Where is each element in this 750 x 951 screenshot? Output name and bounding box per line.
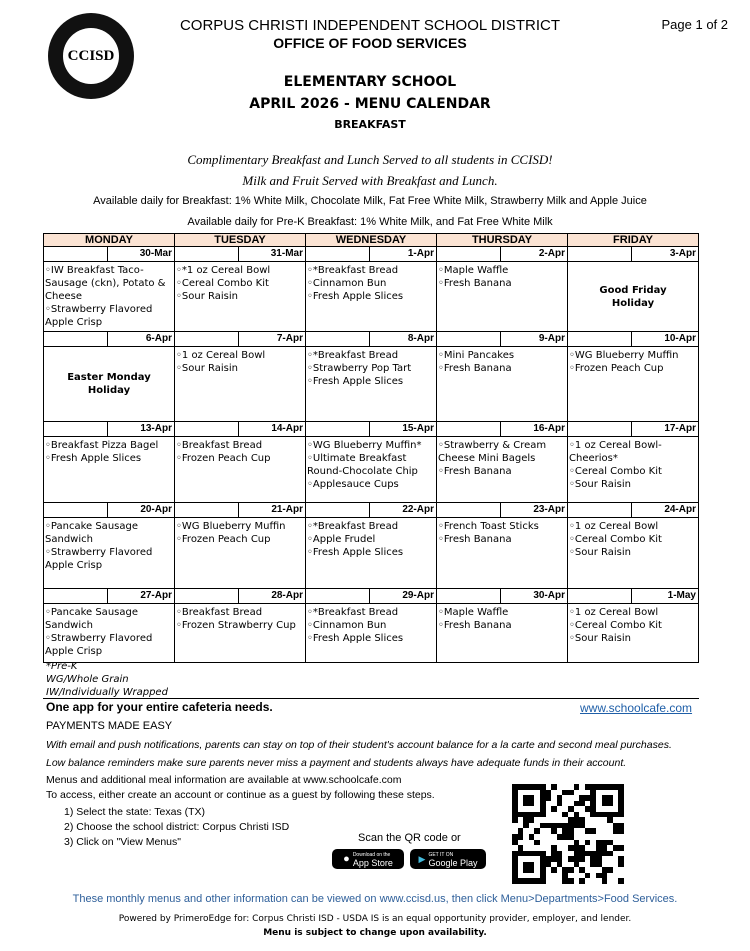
qr-module xyxy=(618,878,624,884)
menu-item: ◦Maple Waffle xyxy=(438,265,509,276)
menu-item: ◦Maple Waffle xyxy=(438,607,509,618)
menu-item: ◦Strawberry Flavored Apple Crisp xyxy=(45,304,153,328)
menu-item: ◦Cereal Combo Kit xyxy=(569,534,662,545)
day-header: TUESDAY xyxy=(175,234,306,247)
menu-item: ◦Cereal Combo Kit xyxy=(569,620,662,631)
note-wg: WG/Whole Grain xyxy=(46,674,129,685)
menu-item: ◦Fresh Apple Slices xyxy=(45,453,142,464)
google-play-small-label: GET IT ON xyxy=(428,852,454,858)
page-number: Page 1 of 2 xyxy=(661,17,728,32)
day-header-row xyxy=(44,234,699,247)
date-cell xyxy=(306,422,437,437)
date-label: 21-Apr xyxy=(238,503,305,517)
menu-item: ◦Cereal Combo Kit xyxy=(569,466,662,477)
date-label: 28-Apr xyxy=(238,589,305,603)
date-label: 30-Apr xyxy=(500,589,567,603)
payments-para-1: With email and push notifications, parents can stay on top of their student's account balance for a la carte and second meal purchases. xyxy=(46,739,672,751)
date-label: 24-Apr xyxy=(631,503,698,517)
menu-item: ◦Frozen Strawberry Cup xyxy=(176,620,296,631)
menu-item: ◦Fresh Apple Slices xyxy=(307,376,404,387)
note-iw: IW/Individually Wrapped xyxy=(46,687,168,698)
date-cell xyxy=(44,503,175,518)
date-cell xyxy=(175,247,306,262)
menu-item: ◦Apple Frudel xyxy=(307,534,376,545)
app-store-small-label: Download on the xyxy=(352,852,391,858)
menu-item: ◦Sour Raisin xyxy=(569,479,631,490)
date-cell xyxy=(306,589,437,604)
menu-item: ◦Sour Raisin xyxy=(569,633,631,644)
menu-item: ◦Fresh Banana xyxy=(438,466,512,477)
menu-item: ◦Sour Raisin xyxy=(569,547,631,558)
menu-cell xyxy=(568,347,699,422)
date-label: 7-Apr xyxy=(238,332,305,346)
note-prek: *Pre-K xyxy=(46,661,78,672)
date-cell xyxy=(568,589,699,604)
date-label: 20-Apr xyxy=(107,503,174,517)
date-label: 3-Apr xyxy=(631,247,698,261)
menu-item: ◦Pancake Sausage Sandwich xyxy=(45,521,138,545)
menu-cell xyxy=(175,437,306,503)
menu-cell xyxy=(44,347,175,422)
divider xyxy=(43,698,699,699)
menu-calendar xyxy=(43,233,699,663)
menu-row xyxy=(44,518,699,589)
menu-cell xyxy=(175,518,306,589)
menu-item: ◦Strawberry & Cream Cheese Mini Bagels xyxy=(438,440,547,464)
menu-item: ◦French Toast Sticks xyxy=(438,521,539,532)
menu-row xyxy=(44,604,699,663)
menu-item: ◦Breakfast Bread xyxy=(176,607,263,618)
app-store-button[interactable] xyxy=(332,849,404,869)
menu-cell xyxy=(437,347,568,422)
date-row xyxy=(44,247,699,262)
menus-line: Menus and additional meal information are available at www.schoolcafe.com xyxy=(46,774,402,786)
footer-info: These monthly menus and other information can be viewed on www.ccisd.us, then click Menu>Departments>Food Services. xyxy=(72,893,678,905)
date-row xyxy=(44,503,699,518)
date-label: 2-Apr xyxy=(500,247,567,261)
date-label: 1-May xyxy=(631,589,698,603)
menu-item: ◦1 oz Cereal Bowl-Cheerios* xyxy=(569,440,662,464)
date-cell xyxy=(437,503,568,518)
step-1: 1) Select the state: Texas (TX) xyxy=(64,806,206,818)
menu-cell xyxy=(568,262,699,332)
menu-item: ◦*Breakfast Bread xyxy=(307,350,399,361)
menu-item: ◦1 oz Cereal Bowl xyxy=(176,350,266,361)
menu-item: ◦Applesauce Cups xyxy=(307,479,399,490)
menu-item: ◦WG Blueberry Muffin xyxy=(176,521,286,532)
day-header: WEDNESDAY xyxy=(306,234,437,247)
date-cell xyxy=(568,247,699,262)
holiday-label: Easter Monday Holiday xyxy=(67,372,151,396)
menu-item: ◦Cinnamon Bun xyxy=(307,620,387,631)
day-header: THURSDAY xyxy=(437,234,568,247)
menu-cell xyxy=(437,604,568,663)
schoolcafe-link[interactable]: www.schoolcafe.com xyxy=(580,701,693,715)
menu-item: ◦Sour Raisin xyxy=(176,291,238,302)
menu-cell xyxy=(175,347,306,422)
google-play-button[interactable] xyxy=(410,849,486,869)
date-cell xyxy=(44,247,175,262)
menu-item: ◦Fresh Apple Slices xyxy=(307,633,404,644)
menu-item: ◦Mini Pancakes xyxy=(438,350,515,361)
date-label: 31-Mar xyxy=(238,247,305,261)
menu-item: ◦Pancake Sausage Sandwich xyxy=(45,607,138,631)
title-school: ELEMENTARY SCHOOL xyxy=(283,74,457,90)
menu-item: ◦WG Blueberry Muffin xyxy=(569,350,679,361)
google-play-label: Google Play xyxy=(428,858,478,868)
menu-item: ◦Strawberry Pop Tart xyxy=(307,363,412,374)
menu-cell xyxy=(306,262,437,332)
date-label: 27-Apr xyxy=(107,589,174,603)
holiday-label: Good Friday Holiday xyxy=(599,284,667,309)
menu-item: ◦IW Breakfast Taco-Sausage (ckn), Potato & Cheese xyxy=(45,265,166,302)
scan-text: Scan the QR code or xyxy=(358,832,461,844)
date-label: 23-Apr xyxy=(500,503,567,517)
date-cell xyxy=(437,589,568,604)
date-cell xyxy=(437,332,568,347)
date-cell xyxy=(44,589,175,604)
app-headline: One app for your entire cafeteria needs. xyxy=(46,700,273,714)
access-line: To access, either create an account or continue as a guest by following these steps. xyxy=(46,789,435,801)
menu-item: ◦Sour Raisin xyxy=(176,363,238,374)
menu-row xyxy=(44,347,699,422)
menu-cell xyxy=(306,347,437,422)
menu-cell xyxy=(437,437,568,503)
ccisd-logo xyxy=(48,13,134,99)
menu-cell xyxy=(44,262,175,332)
menu-item: ◦Breakfast Pizza Bagel xyxy=(45,440,159,451)
date-cell xyxy=(175,332,306,347)
apple-icon: ● xyxy=(343,853,350,865)
date-cell xyxy=(568,332,699,347)
available-prek: Available daily for Pre-K Breakfast: 1% White Milk, and Fat Free White Milk xyxy=(187,216,553,228)
menu-item: ◦Fresh Apple Slices xyxy=(307,291,404,302)
menu-item: ◦Cinnamon Bun xyxy=(307,278,387,289)
app-store-label: App Store xyxy=(352,858,393,868)
date-row xyxy=(44,589,699,604)
menu-item: ◦*Breakfast Bread xyxy=(307,607,399,618)
menu-item: ◦Ultimate Breakfast Round-Chocolate Chip xyxy=(307,453,418,477)
menu-item: ◦Breakfast Bread xyxy=(176,440,263,451)
menu-item: ◦Fresh Apple Slices xyxy=(307,547,404,558)
menu-item: ◦WG Blueberry Muffin* xyxy=(307,440,422,451)
title-meal: BREAKFAST xyxy=(334,118,406,131)
date-cell xyxy=(437,422,568,437)
date-label: 17-Apr xyxy=(631,422,698,436)
menu-item: ◦Frozen Peach Cup xyxy=(176,534,271,545)
date-label: 6-Apr xyxy=(107,332,174,346)
date-cell xyxy=(44,422,175,437)
date-cell xyxy=(306,332,437,347)
menu-item: ◦*1 oz Cereal Bowl xyxy=(176,265,271,276)
menu-item: ◦Fresh Banana xyxy=(438,620,512,631)
date-label: 1-Apr xyxy=(369,247,436,261)
menu-cell xyxy=(568,604,699,663)
payments-heading: PAYMENTS MADE EASY xyxy=(46,720,173,732)
menu-item: ◦Cereal Combo Kit xyxy=(176,278,269,289)
play-icon: ▶ xyxy=(418,853,426,864)
district-name: CORPUS CHRISTI INDEPENDENT SCHOOL DISTRICT xyxy=(179,17,561,34)
available-breakfast: Available daily for Breakfast: 1% White Milk, Chocolate Milk, Fat Free White Milk, Strawberry Milk and Apple Juice xyxy=(93,195,647,207)
footer-powered: Powered by PrimeroEdge for: Corpus Christi ISD - USDA IS is an equal opportunity provider, employer, and lender. xyxy=(118,914,632,924)
menu-item: ◦*Breakfast Bread xyxy=(307,521,399,532)
date-cell xyxy=(306,247,437,262)
date-label: 15-Apr xyxy=(369,422,436,436)
menu-cell xyxy=(44,437,175,503)
menu-row xyxy=(44,262,699,332)
menu-cell xyxy=(175,604,306,663)
qr-code[interactable] xyxy=(512,784,624,884)
menu-cell xyxy=(306,437,437,503)
date-cell xyxy=(437,247,568,262)
date-label: 14-Apr xyxy=(238,422,305,436)
date-row xyxy=(44,422,699,437)
menu-cell xyxy=(568,437,699,503)
menu-cell xyxy=(437,262,568,332)
menu-cell xyxy=(306,518,437,589)
menu-cell xyxy=(306,604,437,663)
menu-item: ◦Frozen Peach Cup xyxy=(176,453,271,464)
tagline-2: Milk and Fruit Served with Breakfast and Lunch. xyxy=(242,173,498,188)
step-3: 3) Click on "View Menus" xyxy=(64,836,181,848)
menu-row xyxy=(44,437,699,503)
date-label: 30-Mar xyxy=(107,247,174,261)
menu-item: ◦Strawberry Flavored Apple Crisp xyxy=(45,633,153,657)
menu-cell xyxy=(175,262,306,332)
date-cell xyxy=(175,503,306,518)
menu-item: ◦Fresh Banana xyxy=(438,363,512,374)
office-name: OFFICE OF FOOD SERVICES xyxy=(273,35,467,51)
menu-item: ◦1 oz Cereal Bowl xyxy=(569,521,659,532)
payments-para-2: Low balance reminders make sure parents never miss a payment and students always have adequate funds in their account. xyxy=(46,757,627,769)
logo-text: CCISD xyxy=(67,47,115,64)
menu-cell xyxy=(44,604,175,663)
footer-change: Menu is subject to change upon availability. xyxy=(263,928,487,938)
date-label: 13-Apr xyxy=(107,422,174,436)
date-label: 16-Apr xyxy=(500,422,567,436)
title-menu: APRIL 2026 - MENU CALENDAR xyxy=(249,96,491,112)
menu-item: ◦Fresh Banana xyxy=(438,534,512,545)
menu-cell xyxy=(437,518,568,589)
menu-item: ◦1 oz Cereal Bowl xyxy=(569,607,659,618)
date-cell xyxy=(175,422,306,437)
menu-cell xyxy=(44,518,175,589)
menu-item: ◦Fresh Banana xyxy=(438,278,512,289)
menu-item: ◦*Breakfast Bread xyxy=(307,265,399,276)
date-row xyxy=(44,332,699,347)
menu-item: ◦Strawberry Flavored Apple Crisp xyxy=(45,547,153,571)
menu-cell xyxy=(568,518,699,589)
date-label: 9-Apr xyxy=(500,332,567,346)
date-label: 22-Apr xyxy=(369,503,436,517)
date-cell xyxy=(568,503,699,518)
step-2: 2) Choose the school district: Corpus Christi ISD xyxy=(64,821,290,833)
tagline-1: Complimentary Breakfast and Lunch Served to all students in CCISD! xyxy=(187,152,553,167)
day-header: MONDAY xyxy=(44,234,175,247)
day-header: FRIDAY xyxy=(568,234,699,247)
date-label: 29-Apr xyxy=(369,589,436,603)
date-cell xyxy=(306,503,437,518)
date-label: 10-Apr xyxy=(631,332,698,346)
date-cell xyxy=(568,422,699,437)
date-cell xyxy=(175,589,306,604)
date-cell xyxy=(44,332,175,347)
menu-item: ◦Frozen Peach Cup xyxy=(569,363,664,374)
date-label: 8-Apr xyxy=(369,332,436,346)
